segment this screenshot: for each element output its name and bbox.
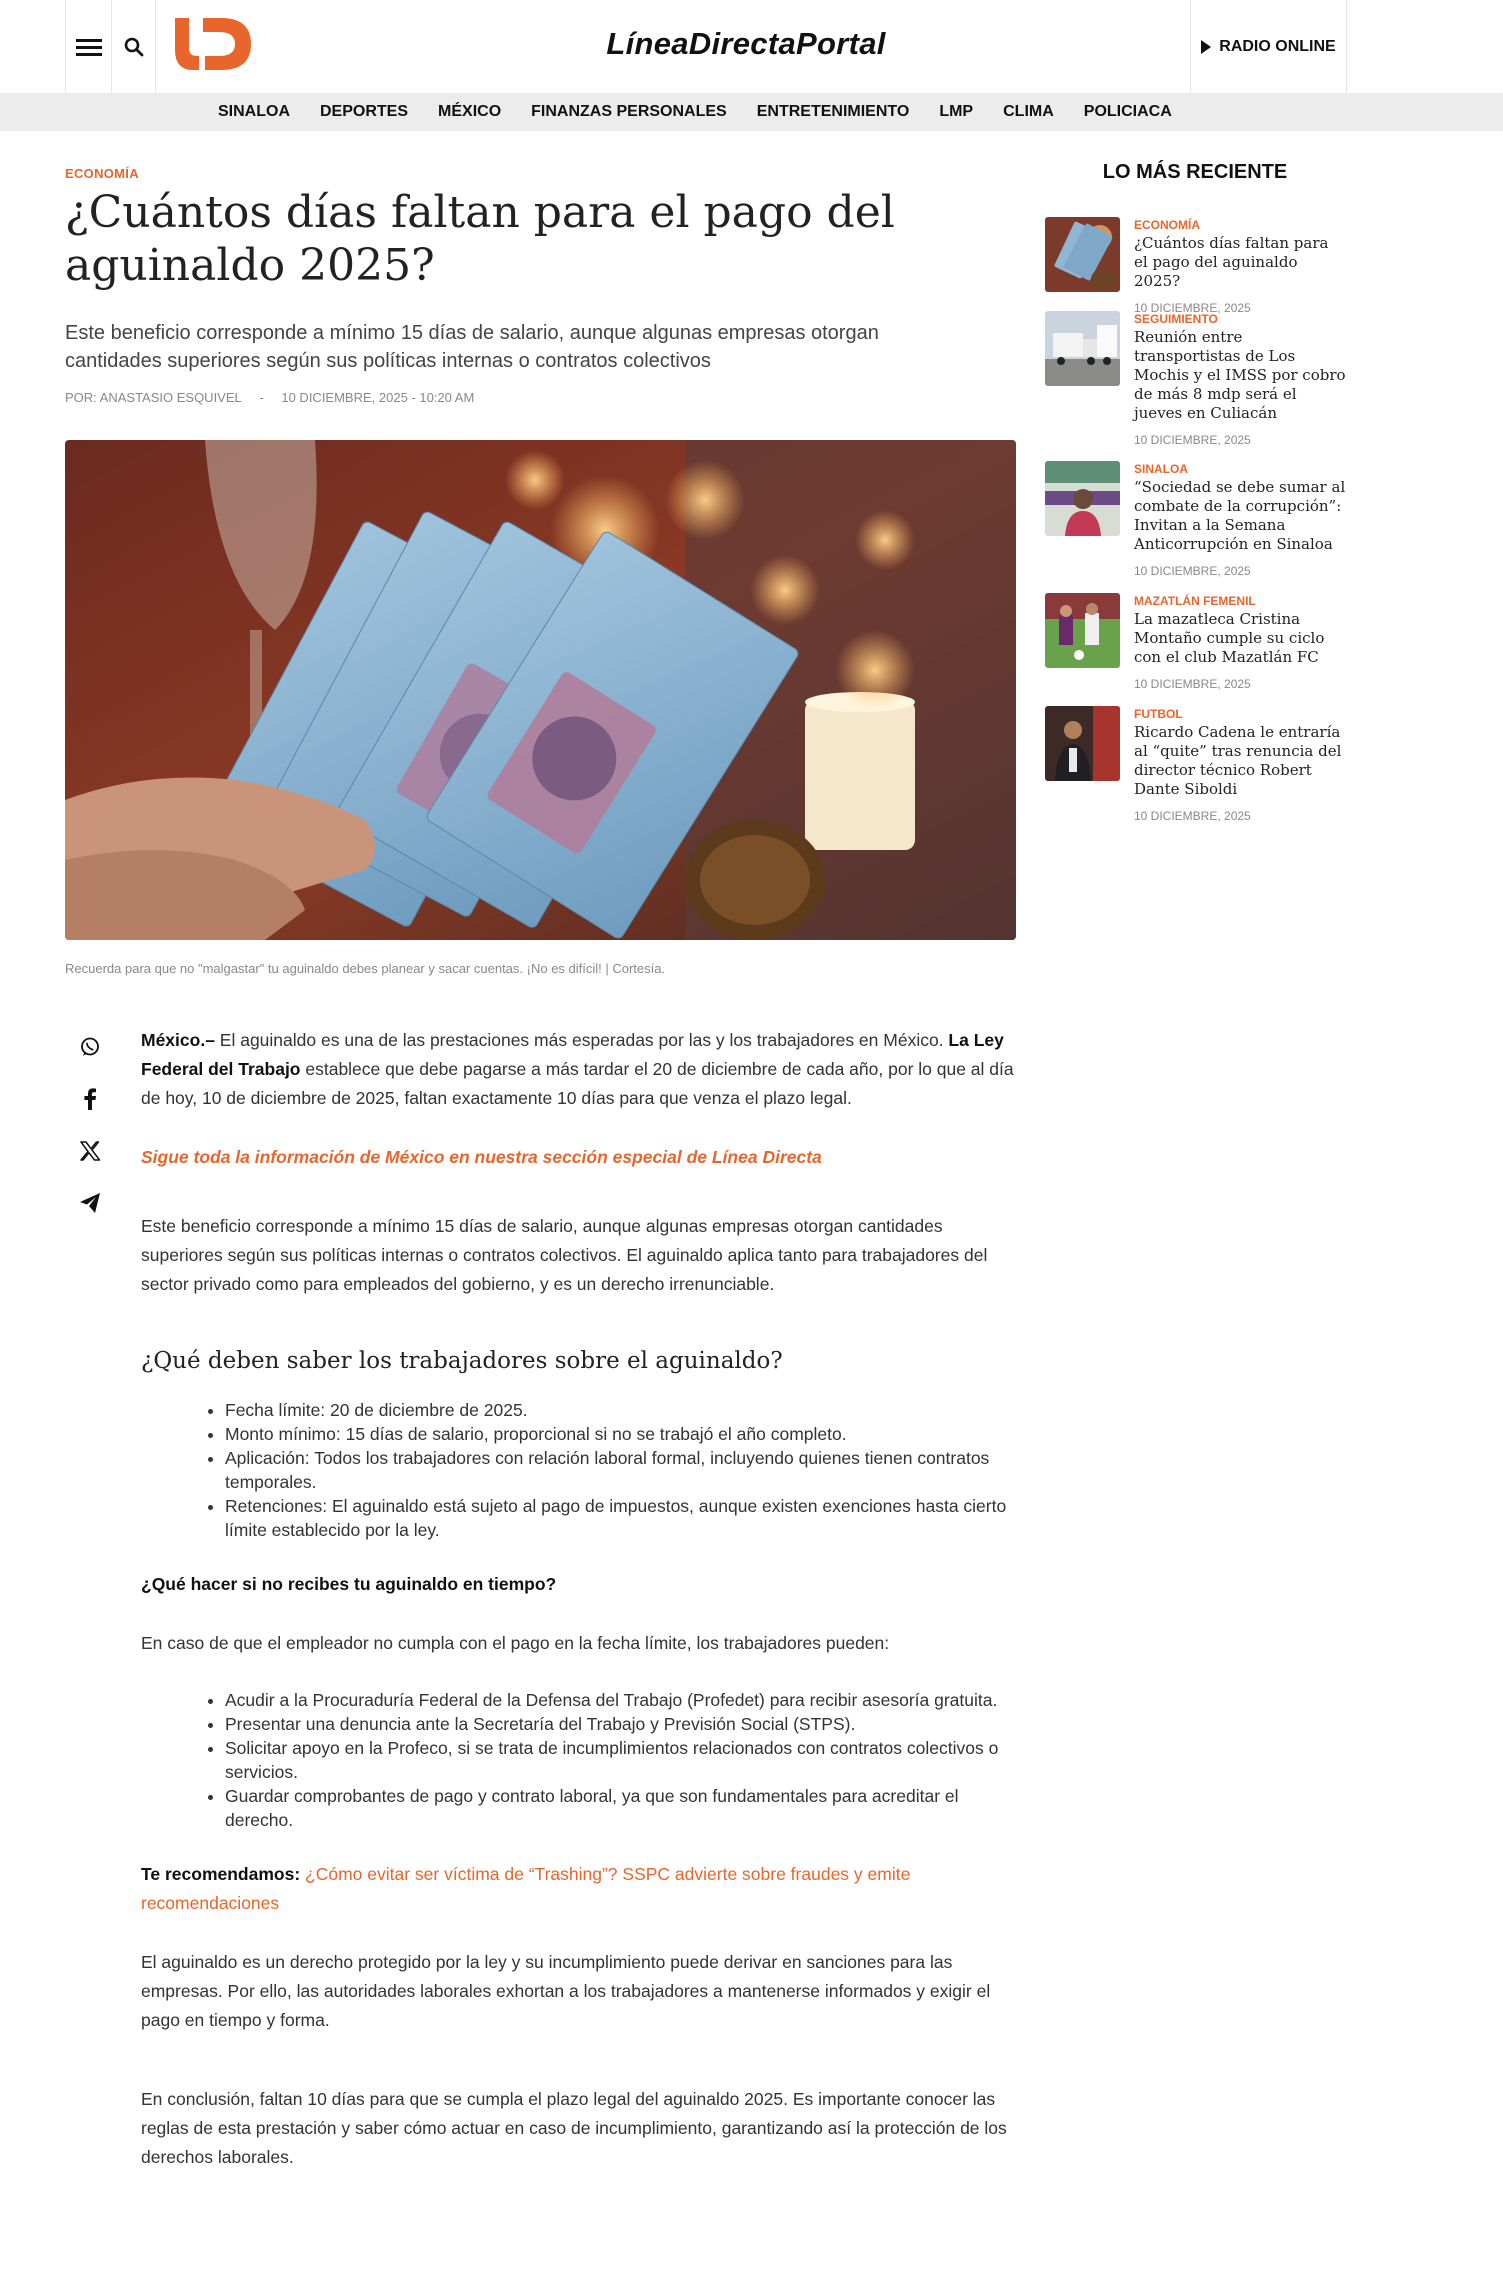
law-link[interactable]: La Ley Federal del Trabajo [141, 1030, 1004, 1079]
article-subtitle: Este beneficio corresponde a mínimo 15 días de salario, aunque algunas empresas otorgan cantidades superiores según sus políticas internas o contratos colectivos [65, 322, 879, 372]
x-icon [79, 1140, 101, 1162]
banknotes-thumbnail [1045, 217, 1120, 292]
latest-text [1134, 311, 1346, 447]
top-bar [0, 0, 1503, 93]
list-item: • Guardar comprobantes de pago y contrato laboral, ya que son fundamentales para acreditar el derecho. [225, 1784, 1017, 1832]
site-logo[interactable] [171, 18, 253, 70]
paragraph-2: Este beneficio corresponde a mínimo 15 días de salario, aunque algunas empresas otorgan cantidades superiores según sus políticas internas o contratos colectivos. El aguinaldo aplica tanto para trabajadores del sector privado como para empleados del gobierno, y es un derecho irrenunciable. [141, 1216, 988, 1294]
nav-item-sinaloa[interactable]: SINALOA [218, 103, 290, 120]
sidebar-title: LO MÁS RECIENTE [1102, 161, 1288, 183]
latest-date: 10 DICIEMBRE, 2025 [1134, 301, 1251, 315]
latest-thumbnail[interactable] [1045, 706, 1120, 781]
latest-text [1134, 461, 1346, 578]
latest-category[interactable]: MAZATLÁN FEMENIL [1134, 594, 1256, 608]
article-body [141, 1026, 1017, 2202]
paragraph-5: En conclusión, faltan 10 días para que se cumpla el plazo legal del aguinaldo 2025. Es importante conocer las reglas de esta prestación y saber cómo actuar en caso de incumplimiento, garantizando así la protección de los derechos laborales. [141, 2089, 1007, 2167]
latest-category[interactable]: SEGUIMIENTO [1134, 312, 1218, 326]
latest-thumbnail[interactable] [1045, 217, 1120, 292]
trucks-thumbnail [1045, 311, 1120, 386]
logo-icon [171, 18, 253, 70]
section-heading: ¿Qué deben saber los trabajadores sobre el aguinaldo? [141, 1348, 783, 1374]
list-item: • Solicitar apoyo en la Profeco, si se trata de incumplimientos relacionados con contratos colectivos o servicios. [225, 1736, 1017, 1784]
top-bar-inner [65, 0, 1347, 93]
latest-date: 10 DICIEMBRE, 2025 [1134, 564, 1251, 578]
latest-headline[interactable]: Reunión entre transportistas de Los Mochis y el IMSS por cobro de más 8 mdp será el jueves en Culiacán [1134, 328, 1346, 422]
subsection-heading: ¿Qué hacer si no recibes tu aguinaldo en tiempo? [141, 1574, 557, 1594]
latest-thumbnail[interactable] [1045, 461, 1120, 536]
recommended-label: Te recomendamos: [141, 1864, 301, 1884]
promo-link[interactable]: Sigue toda la información de México en nuestra sección especial de Línea Directa [141, 1147, 822, 1167]
recommended [141, 1860, 1017, 1918]
nav-item-lmp[interactable]: LMP [939, 103, 974, 120]
search-button[interactable] [112, 0, 156, 93]
telegram-icon [79, 1192, 101, 1214]
latest-headline[interactable]: “Sociedad se debe sumar al combate de la corrupción”: Invitan a la Semana Anticorrupción en Sinaloa [1134, 478, 1346, 553]
nav-item-finanzas[interactable]: FINANZAS PERSONALES [531, 103, 727, 120]
nav-item-mexico[interactable]: MÉXICO [438, 103, 502, 120]
latest-category[interactable]: FUTBOL [1134, 707, 1183, 721]
latest-thumbnail[interactable] [1045, 593, 1120, 668]
site-title[interactable]: LíneaDirectaPortal [606, 26, 886, 61]
radio-online-label: RADIO ONLINE [1219, 37, 1336, 55]
paragraph-1-text-a: El aguinaldo es una de las prestaciones más esperadas por las y los trabajadores en México. [214, 1030, 949, 1050]
latest-headline[interactable]: La mazatleca Cristina Montaño cumple su ciclo con el club Mazatlán FC [1134, 610, 1325, 666]
nav-item-entretenimiento[interactable]: ENTRETENIMIENTO [756, 103, 910, 120]
list-item: • Monto mínimo: 15 días de salario, proporcional si no se trabajó el año completo. [225, 1422, 1017, 1446]
menu-button[interactable] [66, 0, 112, 93]
latest-text [1134, 706, 1346, 823]
article-title: ¿Cuántos días faltan para el pago del aguinaldo 2025? [65, 187, 895, 291]
latest-thumbnail[interactable] [1045, 311, 1120, 386]
coach-thumbnail [1045, 706, 1120, 781]
list-item: • Aplicación: Todos los trabajadores con relación laboral formal, incluyendo quienes tienen contratos temporales. [225, 1446, 1017, 1494]
nav-item-clima[interactable]: CLIMA [1003, 103, 1054, 120]
hero-image [65, 440, 1016, 940]
latest-text [1134, 217, 1346, 315]
speaker-thumbnail [1045, 461, 1120, 536]
search-icon [124, 37, 144, 57]
main-nav [0, 93, 1503, 131]
byline-separator: - [259, 390, 264, 405]
latest-text [1134, 593, 1346, 691]
banknotes-photo [65, 440, 1016, 940]
list-item: • Retenciones: El aguinaldo está sujeto al pago de impuestos, aunque existen exenciones hasta cierto límite establecido por la ley. [225, 1494, 1017, 1542]
list-item: • Fecha límite: 20 de diciembre de 2025. [225, 1398, 1017, 1422]
nav-item-deportes[interactable]: DEPORTES [320, 103, 409, 120]
latest-headline[interactable]: Ricardo Cadena le entraría al “quite” tras renuncia del director técnico Robert Dante Siboldi [1134, 723, 1342, 798]
article-category[interactable]: ECONOMÍA [65, 166, 139, 181]
latest-category[interactable]: ECONOMÍA [1134, 218, 1200, 232]
share-whatsapp-button[interactable] [65, 1021, 115, 1073]
image-caption: Recuerda para que no "malgastar" tu aguinaldo debes planear y sacar cuentas. ¡No es difícil! | Cortesía. [65, 961, 666, 976]
facebook-icon [83, 1088, 97, 1110]
list-item: • Acudir a la Procuraduría Federal de la Defensa del Trabajo (Profedet) para recibir asesoría gratuita. [225, 1688, 1017, 1712]
share-x-button[interactable] [65, 1125, 115, 1177]
byline [65, 390, 488, 405]
latest-date: 10 DICIEMBRE, 2025 [1134, 677, 1251, 691]
list-item: • Presentar una denuncia ante la Secretaría del Trabajo y Previsión Social (STPS). [225, 1712, 1017, 1736]
facts-list [225, 1398, 1017, 1542]
latest-category[interactable]: SINALOA [1134, 462, 1188, 476]
latest-date: 10 DICIEMBRE, 2025 [1134, 433, 1251, 447]
paragraph-4: El aguinaldo es un derecho protegido por la ley y su incumplimiento puede derivar en sanciones para las empresas. Por ello, las autoridades laborales exhortan a los trabajadores a mantenerse informados y exigir el pago en tiempo y forma. [141, 1952, 991, 2030]
radio-online-button[interactable] [1190, 0, 1346, 93]
dateline: México.– [141, 1030, 215, 1050]
nav-item-policiaca[interactable]: POLICIACA [1083, 103, 1172, 120]
actions-list [225, 1688, 1017, 1832]
share-facebook-button[interactable] [65, 1073, 115, 1125]
recommended-link[interactable]: ¿Cómo evitar ser víctima de “Trashing”? SSPC advierte sobre fraudes y emite recomendaciones [141, 1864, 911, 1913]
hamburger-icon [76, 37, 102, 57]
whatsapp-icon [79, 1036, 101, 1058]
paragraph-1 [141, 1026, 1017, 1113]
publish-date: 10 DICIEMBRE, 2025 - 10:20 AM [281, 390, 475, 405]
play-icon [1201, 40, 1211, 54]
paragraph-1-text-b: establece que debe pagarse a más tardar el 20 de diciembre de cada año, por lo que al día de hoy, 10 de diciembre de 2025, faltan exactamente 10 días para que venza el plazo legal. [141, 1059, 1014, 1108]
paragraph-3: En caso de que el empleador no cumpla con el pago en la fecha límite, los trabajadores pueden: [141, 1633, 890, 1653]
share-telegram-button[interactable] [65, 1177, 115, 1229]
share-bar [65, 1021, 115, 1229]
soccer-thumbnail [1045, 593, 1120, 668]
author: POR: ANASTASIO ESQUIVEL [65, 390, 242, 405]
latest-date: 10 DICIEMBRE, 2025 [1134, 809, 1251, 823]
latest-headline[interactable]: ¿Cuántos días faltan para el pago del aguinaldo 2025? [1134, 234, 1329, 290]
